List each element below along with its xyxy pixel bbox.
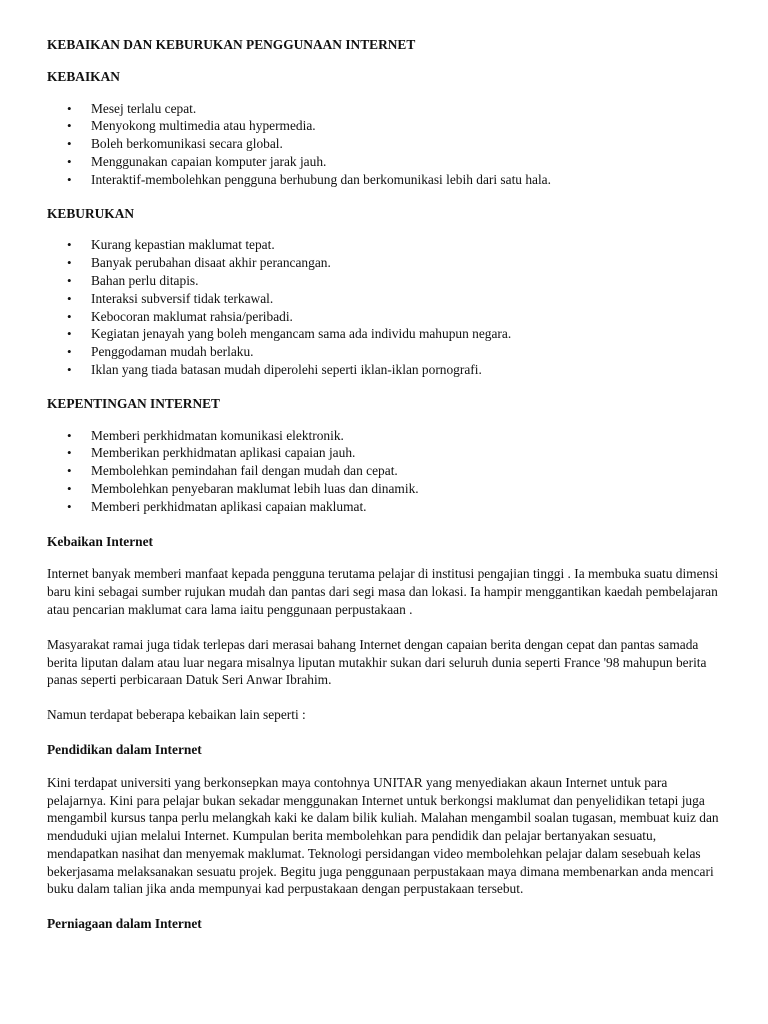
document-title: KEBAIKAN DAN KEBURUKAN PENGGUNAAN INTERNET <box>47 37 416 52</box>
paragraph: Namun terdapat beberapa kebaikan lain seperti : <box>47 707 306 723</box>
list-kebaikan <box>47 100 728 189</box>
list-kepentingan <box>47 427 728 516</box>
heading-pendidikan: Pendidikan dalam Internet <box>47 741 202 757</box>
paragraph: Masyarakat ramai juga tidak terlepas dari merasai bahang Internet dengan capaian berita dengan cepat dan pantas samada berita liputan dalam atau luar negara misalnya liputan mutakhir sukan dari seluruh dunia seperti France '98 mahupun berita panas seperti perbicaraan Datuk Seri Anwar Ibrahim. <box>47 636 707 688</box>
list-item: • Boleh berkomunikasi secara global. <box>47 135 728 153</box>
list-item: • Kebocoran maklumat rahsia/peribadi. <box>47 308 728 326</box>
list-item: • Kegiatan jenayah yang boleh mengancam sama ada individu mahupun negara. <box>47 325 728 343</box>
heading-keburukan: KEBURUKAN <box>47 205 135 221</box>
list-item: • Iklan yang tiada batasan mudah diperolehi seperti iklan-iklan pornografi. <box>47 361 728 379</box>
list-keburukan <box>47 236 728 378</box>
list-item: • Menyokong multimedia atau hypermedia. <box>47 117 728 135</box>
list-item: • Membolehkan pemindahan fail dengan mudah dan cepat. <box>47 462 728 480</box>
list-item: • Memberi perkhidmatan aplikasi capaian maklumat. <box>47 498 728 516</box>
paragraph: Kini terdapat universiti yang berkonsepkan maya contohnya UNITAR yang menyediakan akaun Internet untuk para pelajarnya. Kini para pelajar bukan sekadar menggunakan Internet untuk berkongsi maklumat dan penyelidikan tetapi juga mengambil kursus tanpa perlu melangkah kaki ke dalam bilik kuliah. Malahan mengambil soalan tugasan, membuat kuiz dan menduduki ujian melalui Internet. Kumpulan berita membolehkan para pendidik dan pelajar bertanyakan sesuatu, mendapatkan nasihat dan menyemak maklumat. Teknologi persidangan video membolehkan pelajar dalam sesebuah kelas bekerjasama melaksanakan sesuatu projek. Begitu juga penggunaan perpustakaan maya dimana membenarkan anda mencari buku dalam talian jika anda mempunyai kad perpustakaan dengan perpustakaan tersebut. <box>47 774 719 897</box>
list-item: • Membolehkan penyebaran maklumat lebih luas dan dinamik. <box>47 480 728 498</box>
list-item: • Menggunakan capaian komputer jarak jauh. <box>47 153 728 171</box>
heading-kebaikan-internet: Kebaikan Internet <box>47 533 154 549</box>
list-item: • Interaktif-membolehkan pengguna berhubung dan berkomunikasi lebih dari satu hala. <box>47 171 728 189</box>
heading-kebaikan: KEBAIKAN <box>47 68 120 84</box>
paragraph: Internet banyak memberi manfaat kepada pengguna terutama pelajar di institusi pengajian tinggi . Ia membuka suatu dimensi baru kini sebagai sumber rujukan mudah dan pantas dari segi masa dan lokasi. Ia hampir menggantikan kaedah pembelajaran atau pencarian maklumat cara lama iaitu penggunaan perpustakaan . <box>47 566 719 617</box>
list-item: • Kurang kepastian maklumat tepat. <box>47 236 728 254</box>
list-item: • Penggodaman mudah berlaku. <box>47 343 728 361</box>
list-item: • Mesej terlalu cepat. <box>47 100 728 118</box>
list-item: • Bahan perlu ditapis. <box>47 272 728 290</box>
list-item: • Memberi perkhidmatan komunikasi elektronik. <box>47 427 728 445</box>
list-item: • Banyak perubahan disaat akhir perancangan. <box>47 254 728 272</box>
heading-perniagaan: Perniagaan dalam Internet <box>47 916 202 932</box>
list-item: • Interaksi subversif tidak terkawal. <box>47 290 728 308</box>
list-item: • Memberikan perkhidmatan aplikasi capaian jauh. <box>47 444 728 462</box>
heading-kepentingan: KEPENTINGAN INTERNET <box>47 395 220 411</box>
